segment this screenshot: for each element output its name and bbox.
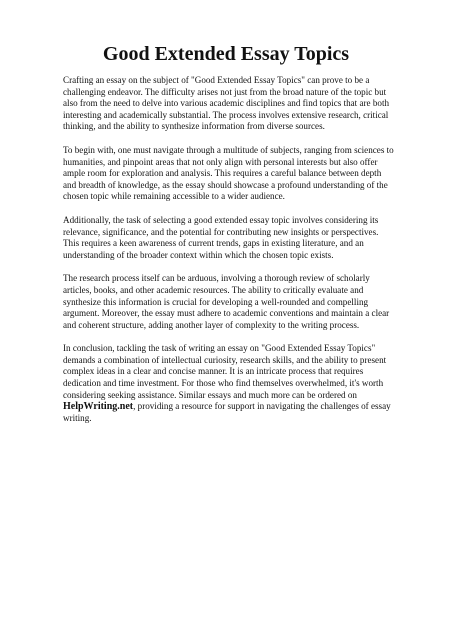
paragraph-research: The research process itself can be arduous, involving a thorough review of scholarly articles, books, and other academic resources. The ability to critically evaluate and synthesize this information is crucial for developing a well-rounded and compelling argument. Moreover, the essay must adhere to academic conventions and maintain a clear and coherent structure, adding another layer of complexity to the writing process. — [63, 273, 390, 330]
conclusion-text-before-link: In conclusion, tackling the task of writing an essay on "Good Extended Essay Topics" demands a combination of intellectual curiosity, research skills, and the ability to present complex ideas in a clear and concise manner. It is an intricate process that requires dedication and time investment. For those who find themselves overwhelmed, it's worth considering seeking assistance. Similar essays and much more can be ordered on — [63, 343, 387, 400]
paragraph-intro: Crafting an essay on the subject of "Good Extended Essay Topics" can prove to be a challenging endeavor. The difficulty arises not just from the broad nature of the topic but also from the need to delve into various academic disciplines and find topics that are both interesting and academically substantial. The process involves extensive research, critical thinking, and the ability to synthesize information from diverse sources. — [63, 75, 390, 132]
paragraph-conclusion — [63, 343, 395, 424]
document-body — [63, 75, 395, 436]
helpwriting-link[interactable]: HelpWriting.net — [63, 401, 134, 413]
paragraph-relevance: Additionally, the task of selecting a good extended essay topic involves considering its relevance, significance, and the potential for contributing new insights or perspectives. This requires a keen awareness of current trends, gaps in existing literature, and an understanding of the broader context within which the chosen topic exists. — [63, 214, 379, 260]
document-title: Good Extended Essay Topics — [102, 43, 350, 65]
paragraph-subjects: To begin with, one must navigate through a multitude of subjects, ranging from sciences to humanities, and pinpoint areas that not only align with personal interests but also offer ample room for exploration and analysis. This requires a careful balance between depth and breadth of knowledge, as the essay should showcase a profound understanding of the chosen topic while remaining accessible to a wider audience. — [63, 144, 394, 202]
conclusion-text-after-link: , providing a resource for support in navigating the challenges of essay writing. — [63, 401, 391, 423]
